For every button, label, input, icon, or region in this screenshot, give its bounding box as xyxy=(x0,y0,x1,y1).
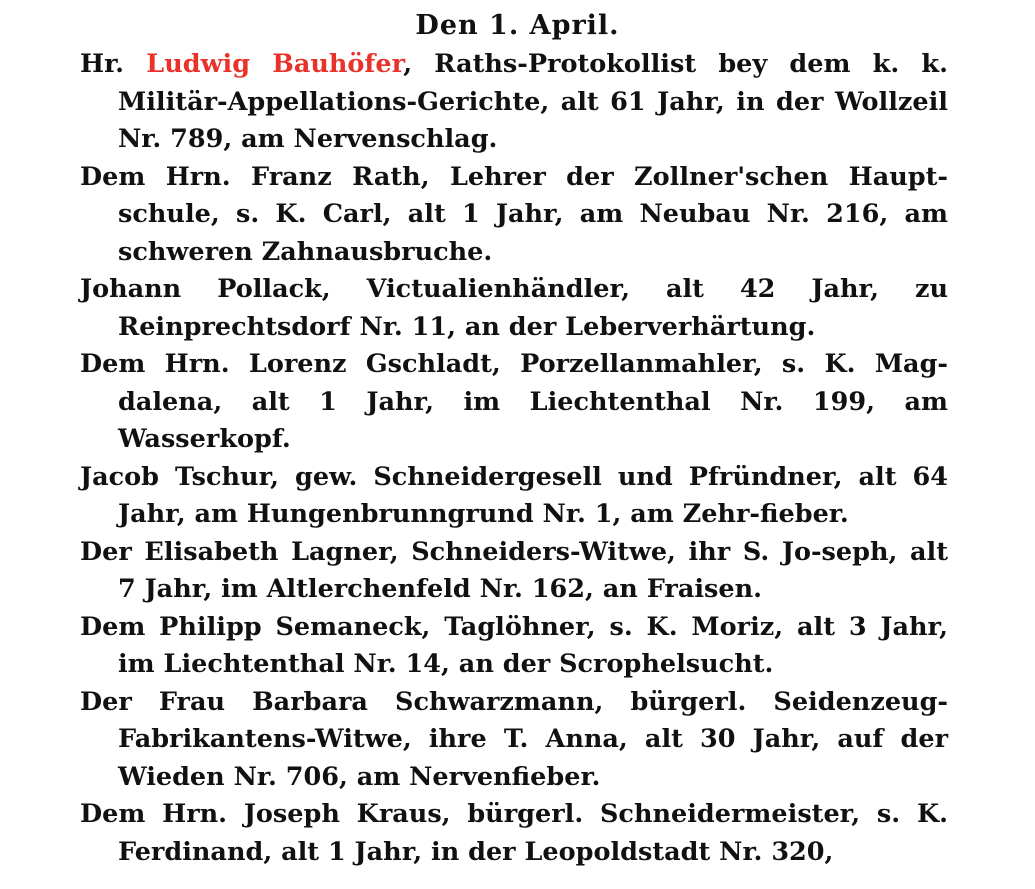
death-notice-entry: Der Frau Barbara Schwarzmann, bürgerl. Seidenzeug-Fabrikantens-Witwe, ihre T. Anna, alt 30 Jahr, auf der Wieden Nr. 706, am Nervenfieber. xyxy=(80,686,948,792)
death-notice-entry: Der Elisabeth Lagner, Schneiders-Witwe, ihr S. Jo-seph, alt 7 Jahr, im Altlerchenfeld Nr. 162, an Fraisen. xyxy=(80,536,948,604)
death-notice-list xyxy=(80,46,948,871)
death-notice-entry xyxy=(80,46,948,159)
entry-text: , Raths-Protokollist bey dem k. k. Militär-Appellations-Gerichte, alt 61 Jahr, in der Wollzeil Nr. 789, am Nervenschlag. xyxy=(118,49,948,154)
entry-prefix: Hr. xyxy=(80,49,147,79)
highlighted-name: Ludwig Bauhöfer xyxy=(146,49,404,79)
death-notice-entry: Johann Pollack, Victualienhändler, alt 42 Jahr, zu Reinprechtsdorf Nr. 11, an der Leberverhärtung. xyxy=(80,274,948,342)
death-notice-entry: Dem Hrn. Joseph Kraus, bürgerl. Schneidermeister, s. K. Ferdinand, alt 1 Jahr, in der Leopoldstadt Nr. 320, xyxy=(80,799,948,867)
death-notice-entry: Jacob Tschur, gew. Schneidergesell und Pfründner, alt 64 Jahr, am Hungenbrunngrund Nr. 1, am Zehr-fieber. xyxy=(80,461,948,529)
death-notice-entry: Dem Hrn. Franz Rath, Lehrer der Zollner'schen Haupt-schule, s. K. Carl, alt 1 Jahr, am Neubau Nr. 216, am schweren Zahnausbruche. xyxy=(80,161,948,267)
death-notice-entry: Dem Philipp Semaneck, Taglöhner, s. K. Moriz, alt 3 Jahr, im Liechtenthal Nr. 14, an der Scrophelsucht. xyxy=(80,611,948,679)
death-notice-entry: Dem Hrn. Lorenz Gschladt, Porzellanmahler, s. K. Mag-dalena, alt 1 Jahr, im Liechtenthal Nr. 199, am Wasserkopf. xyxy=(80,349,948,454)
date-heading: Den 1. April. xyxy=(415,10,620,41)
